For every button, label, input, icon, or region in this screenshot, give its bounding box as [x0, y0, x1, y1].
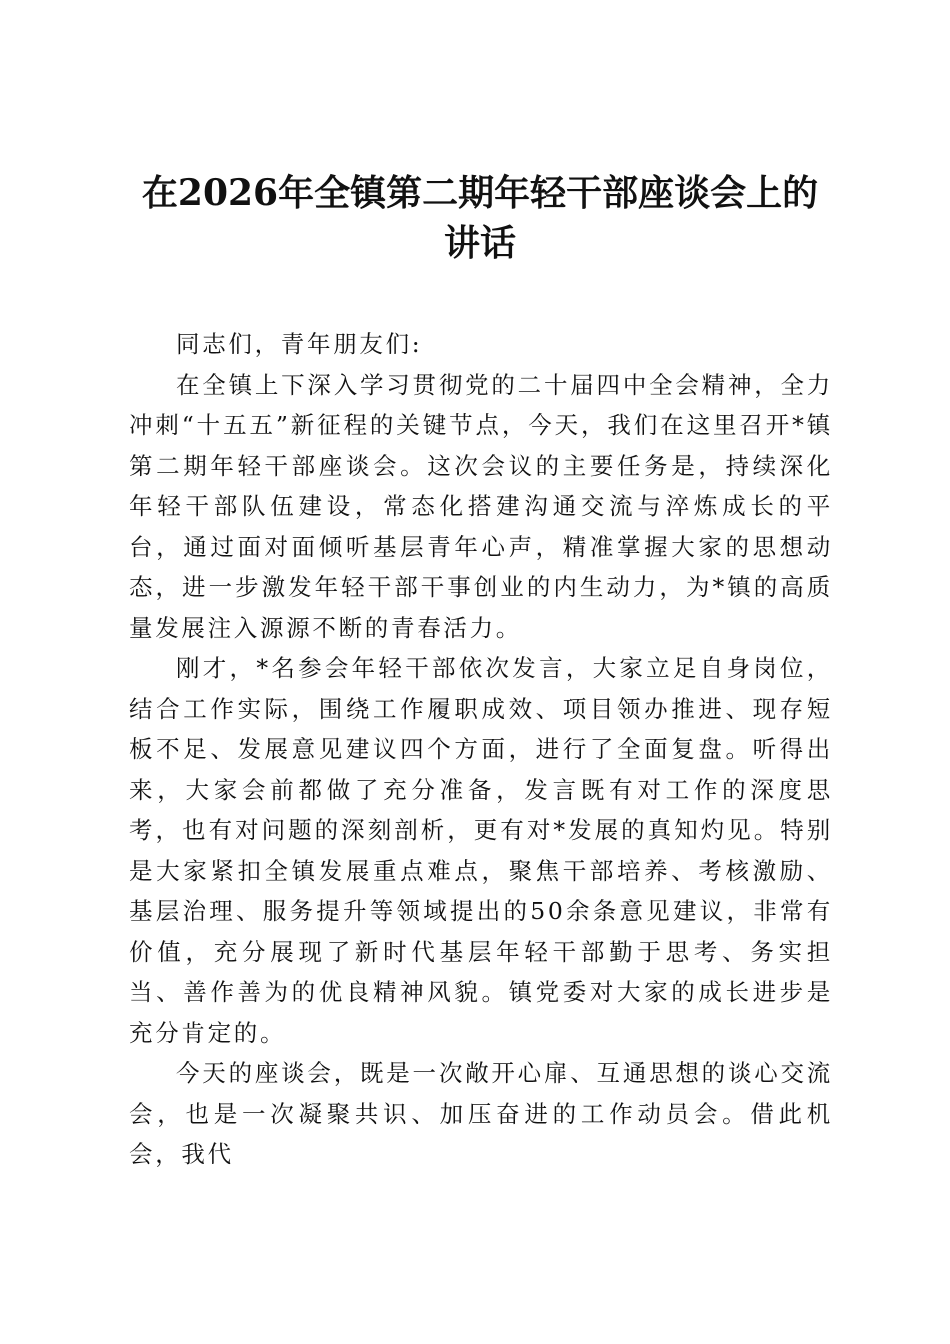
body-paragraph-3: 今天的座谈会，既是一次敞开心扉、互通思想的谈心交流会，也是一次凝聚共识、加压奋进的工作动员会。借此机会，我代: [129, 1059, 833, 1168]
body-paragraph-2: 刚才，*名参会年轻干部依次发言，大家立足自身岗位，结合工作实际，围绕工作履职成效、项目领办推进、现存短板不足、发展意见建议四个方面，进行了全面复盘。听得出来，大家会前都做了充分准备，发言既有对工作的深度思考，也有对问题的深刻剖析，更有对*发展的真知灼见。特别是大家紧扣全镇发展重点难点，聚焦干部培养、考核激励、基层治理、服务提升等领域提出的50余条意见建议，非常有价值，充分展现了新时代基层年轻干部勤于思考、务实担当、善作善为的优良精神风貌。镇党委对大家的成长进步是充分肯定的。: [129, 654, 833, 1047]
document-body: [129, 324, 833, 1175]
document-title: 在2026年全镇第二期年轻干部座谈会上的讲话: [141, 172, 819, 264]
body-paragraph-1: 在全镇上下深入学习贯彻党的二十届四中全会精神，全力冲刺“十五五”新征程的关键节点，今天，我们在这里召开*镇第二期年轻干部座谈会。这次会议的主要任务是，持续深化年轻干部队伍建设，常态化搭建沟通交流与淬炼成长的平台，通过面对面倾听基层青年心声，精准掌握大家的思想动态，进一步激发年轻干部干事创业的内生动力，为*镇的高质量发展注入源源不断的青春活力。: [129, 370, 833, 642]
salutation-paragraph: 同志们，青年朋友们:: [176, 330, 423, 358]
